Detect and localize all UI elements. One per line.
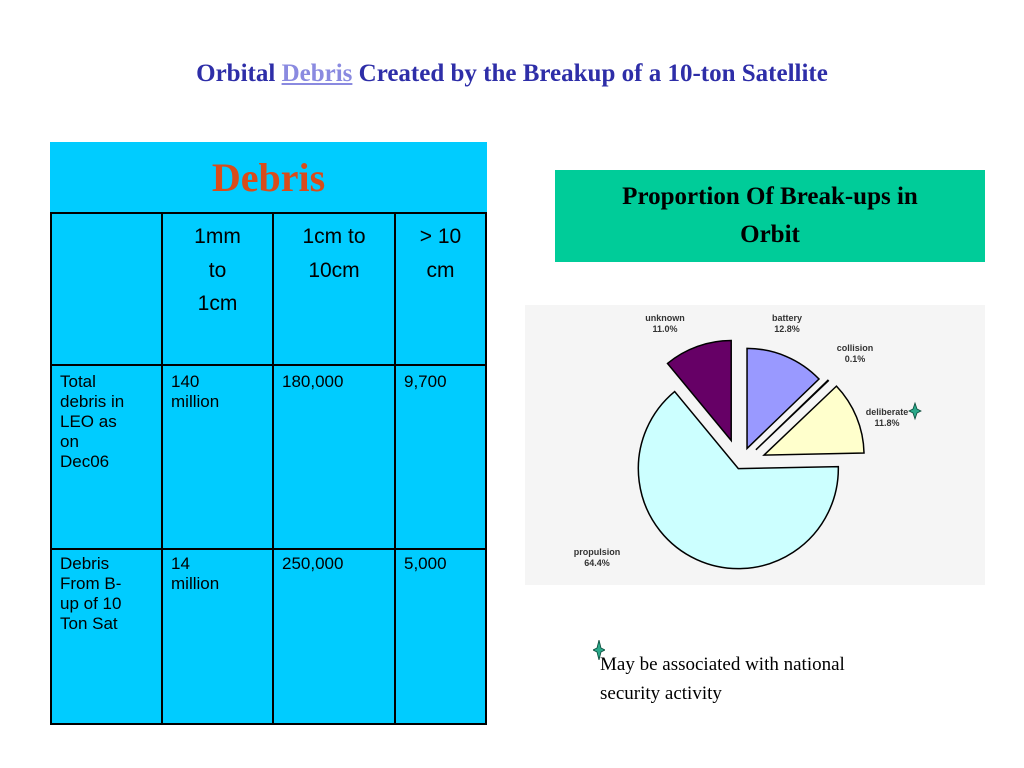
row-label-cell bbox=[51, 365, 162, 549]
cell-text: million bbox=[171, 392, 220, 411]
cell-text: Dec06 bbox=[60, 452, 110, 471]
slice-label-deliberate: deliberate bbox=[865, 407, 909, 417]
header-cell-gt-10cm bbox=[395, 213, 486, 365]
footnote-line: May be associated with national bbox=[600, 654, 845, 675]
header-empty-cell bbox=[51, 213, 162, 365]
slice-label-battery: battery bbox=[771, 313, 803, 323]
slice-value-deliberate: 11.8% bbox=[874, 418, 900, 428]
slice-label-collision: collision bbox=[836, 343, 874, 353]
cell-text: 140 bbox=[171, 372, 200, 391]
header-text: 1mm bbox=[194, 225, 241, 248]
pie-chart bbox=[525, 305, 985, 585]
proportion-title-line: Orbit bbox=[740, 221, 800, 248]
cell-text: LEO as bbox=[60, 412, 117, 431]
slice-value-collision: 0.1% bbox=[844, 354, 866, 364]
header-text: > 10 bbox=[419, 225, 462, 248]
slice-label-unknown: unknown bbox=[645, 313, 685, 323]
slice-label-propulsion: propulsion bbox=[573, 547, 621, 557]
proportion-title-box bbox=[555, 170, 985, 262]
table-row bbox=[51, 365, 486, 549]
cell-text: up of 10 bbox=[60, 594, 122, 613]
cell-text: Debris bbox=[60, 554, 110, 573]
table-cell: 5,000 bbox=[395, 549, 486, 724]
pie-chart-panel bbox=[525, 305, 985, 585]
title-debris-link[interactable]: Debris bbox=[281, 60, 353, 87]
slice-value-propulsion: 64.4% bbox=[584, 558, 610, 568]
table-cell: 180,000 bbox=[273, 365, 395, 549]
header-cell-1cm-10cm bbox=[273, 213, 395, 365]
header-text: cm bbox=[426, 258, 455, 282]
header-text: 10cm bbox=[308, 258, 360, 282]
title-prefix: Orbital bbox=[196, 60, 276, 87]
cell-text: 14 bbox=[171, 554, 190, 573]
cell-text: Total bbox=[60, 372, 96, 391]
footnote-line: security activity bbox=[600, 683, 722, 704]
slice-value-unknown: 11.0% bbox=[652, 324, 678, 334]
debris-table-header bbox=[50, 142, 487, 213]
header-cell-1mm-1cm bbox=[162, 213, 273, 365]
header-text: 1cm bbox=[197, 292, 238, 316]
star-icon bbox=[909, 403, 921, 419]
table-cell bbox=[162, 549, 273, 724]
cell-text: on bbox=[60, 432, 79, 451]
footnote bbox=[600, 650, 960, 708]
page-title bbox=[0, 60, 1024, 88]
cell-text: Ton Sat bbox=[60, 614, 118, 633]
table-header-row bbox=[51, 213, 486, 365]
slice-value-battery: 12.8% bbox=[774, 324, 800, 334]
table-cell bbox=[162, 365, 273, 549]
cell-text: million bbox=[171, 574, 220, 593]
debris-table bbox=[50, 212, 487, 725]
table-row bbox=[51, 549, 486, 724]
proportion-title-line: Proportion Of Break-ups in bbox=[622, 183, 918, 210]
title-suffix: Created by the Breakup of a 10-ton Satellite bbox=[358, 60, 828, 87]
header-text: to bbox=[208, 258, 227, 282]
cell-text: debris in bbox=[60, 392, 125, 411]
debris-header-label: Debris bbox=[211, 155, 326, 200]
row-label-cell bbox=[51, 549, 162, 724]
table-cell: 250,000 bbox=[273, 549, 395, 724]
cell-text: From B- bbox=[60, 574, 122, 593]
header-text: 1cm to bbox=[302, 225, 366, 248]
table-cell: 9,700 bbox=[395, 365, 486, 549]
